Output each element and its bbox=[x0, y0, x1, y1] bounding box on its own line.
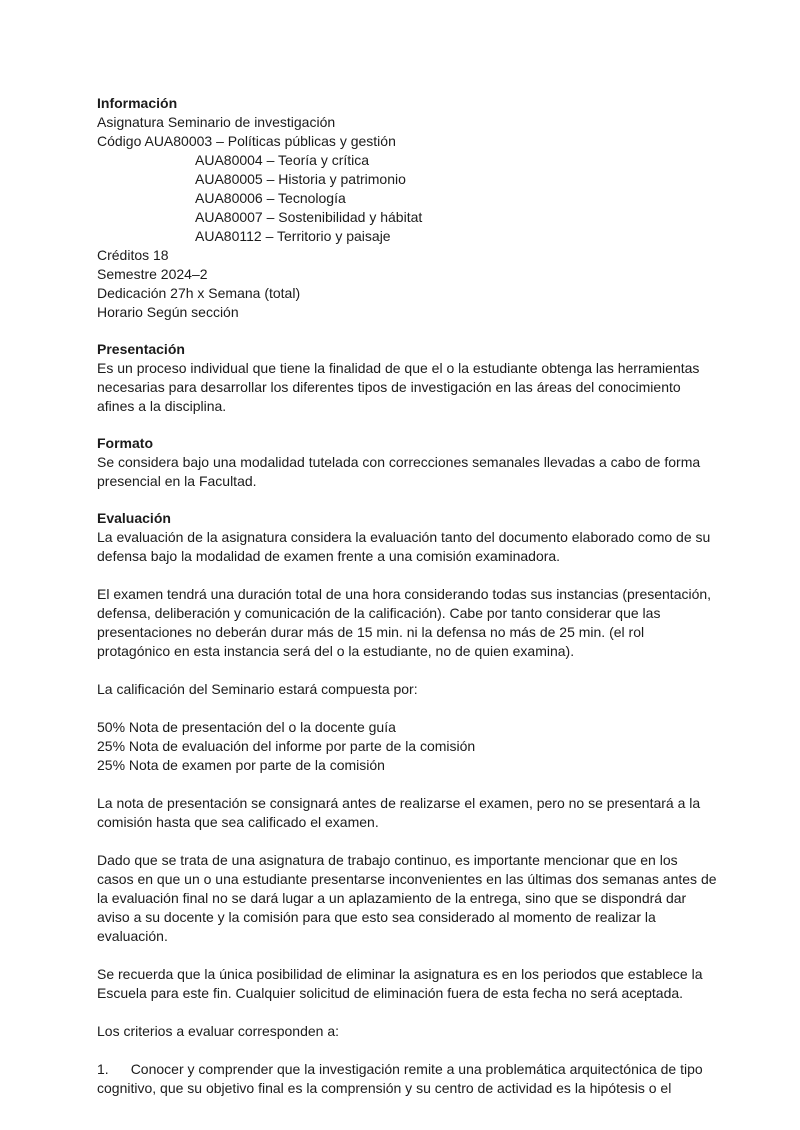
evaluacion-paragraph-6: Se recuerda que la única posibilidad de eliminar la asignatura es en los periodos que establece la Escuela para este fin. Cualquier solicitud de eliminación fuera de esta fecha no será aceptada. bbox=[97, 966, 703, 1001]
info-line-codigo-3: AUA80005 – Historia y patrimonio bbox=[195, 171, 406, 187]
section-presentacion bbox=[97, 340, 717, 416]
evaluacion-paragraph-3: La calificación del Seminario estará compuesta por: bbox=[97, 681, 418, 697]
info-line-asignatura: Asignatura Seminario de investigación bbox=[97, 114, 336, 130]
info-line-codigo-6: AUA80112 – Territorio y paisaje bbox=[195, 228, 391, 244]
section-heading-presentacion: Presentación bbox=[97, 341, 185, 357]
info-line-creditos: Créditos 18 bbox=[97, 247, 169, 263]
evaluacion-paragraph-1: La evaluación de la asignatura considera la evaluación tanto del documento elaborado como de su defensa bajo la modalidad de examen frente a una comisión examinadora. bbox=[97, 529, 711, 564]
evaluacion-paragraph-4: La nota de presentación se consignará antes de realizarse el examen, pero no se presentará a la comisión hasta que sea calificado el examen. bbox=[97, 795, 701, 830]
presentacion-body: Es un proceso individual que tiene la finalidad de que el o la estudiante obtenga las herramientas necesarias para desarrollar los diferentes tipos de investigación en las áreas del conocimiento afines a la disciplina. bbox=[97, 360, 700, 414]
info-line-dedicacion: Dedicación 27h x Semana (total) bbox=[97, 285, 301, 301]
formato-body: Se considera bajo una modalidad tutelada con correcciones semanales llevadas a cabo de forma presencial en la Facultad. bbox=[97, 454, 701, 489]
info-line-horario: Horario Según sección bbox=[97, 304, 239, 320]
info-line-semestre: Semestre 2024–2 bbox=[97, 266, 208, 282]
section-informacion bbox=[97, 94, 717, 322]
info-line-codigo: Código AUA80003 – Políticas públicas y gestión bbox=[97, 133, 396, 149]
notas-list bbox=[97, 718, 717, 775]
section-heading-formato: Formato bbox=[97, 435, 153, 451]
info-line-codigo-2: AUA80004 – Teoría y crítica bbox=[195, 152, 370, 168]
info-line-codigo-4: AUA80006 – Tecnología bbox=[195, 190, 346, 206]
evaluacion-paragraph-2: El examen tendrá una duración total de una hora considerando todas sus instancias (presentación, defensa, deliberación y comunicación de la calificación). Cabe por tanto considerar que las presentaciones no deberán durar más de 15 min. ni la defensa no más de 25 min. (el rol protagónico en esta instancia será del o la estudiante, no de quien examina). bbox=[97, 586, 712, 659]
section-heading-informacion: Información bbox=[97, 95, 178, 111]
criterio-item-1 bbox=[97, 1060, 717, 1098]
nota-item-3: 25% Nota de examen por parte de la comisión bbox=[97, 757, 385, 773]
evaluacion-paragraph-5: Dado que se trata de una asignatura de trabajo continuo, es importante mencionar que en los casos en que un o una estudiante presentarse inconvenientes en las últimas dos semanas antes de la evaluación final no se dará lugar a un aplazamiento de la entrega, sino que se dispondrá dar aviso a su docente y la comisión para que esto sea considerado al momento de realizar la evaluación. bbox=[97, 852, 717, 944]
info-line-codigo-5: AUA80007 – Sostenibilidad y hábitat bbox=[195, 209, 423, 225]
section-formato bbox=[97, 434, 717, 491]
criterio-text: Conocer y comprender que la investigación remite a una problemática arquitectónica de tipo cognitivo, que su objetivo final es la comprensión y su centro de actividad es la hipótesis o el bbox=[97, 1061, 703, 1096]
nota-item-2: 25% Nota de evaluación del informe por parte de la comisión bbox=[97, 738, 476, 754]
section-evaluacion bbox=[97, 509, 717, 1098]
document-content bbox=[97, 94, 717, 1098]
criterio-number: 1. bbox=[97, 1061, 109, 1077]
evaluacion-paragraph-7: Los criterios a evaluar corresponden a: bbox=[97, 1023, 340, 1039]
section-heading-evaluacion: Evaluación bbox=[97, 510, 171, 526]
nota-item-1: 50% Nota de presentación del o la docente guía bbox=[97, 719, 396, 735]
